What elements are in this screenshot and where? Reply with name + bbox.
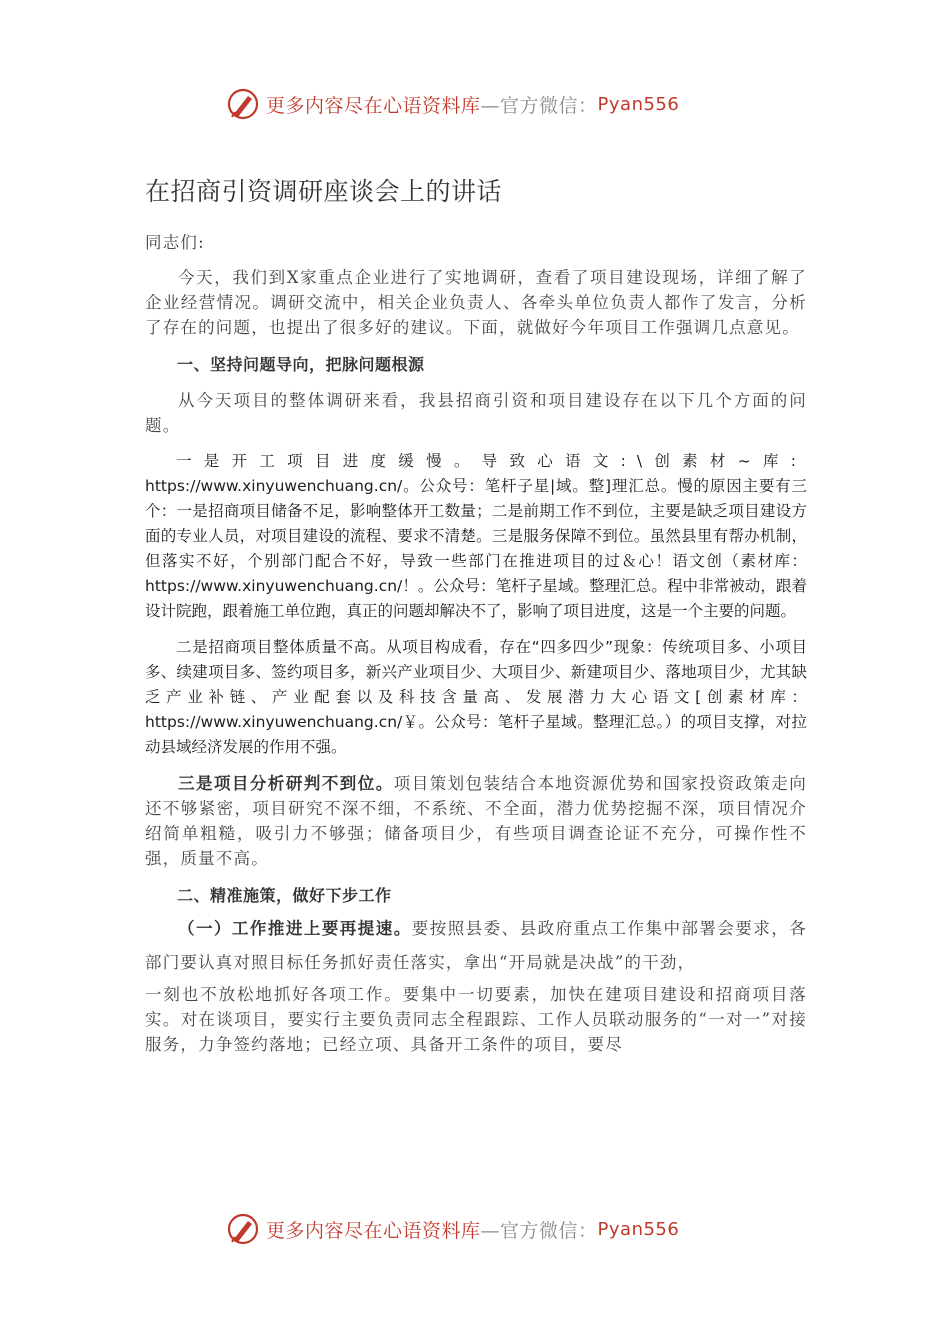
section2-paragraph-1-cont: 一刻也不放松地抓好各项工作。要集中一切要素，加快在建项目建设和招商项目落实。对在谈项目，要实行主要负责同志全程跟踪、工作人员联动服务的“一对一”对接服务，力争签约落地；已经立项、具备开工条件的项目，要尽 (145, 985, 807, 1054)
section1-heading: 一、坚持问题导向，把脉问题根源 (177, 355, 425, 374)
section1-paragraph-2: 二是招商项目整体质量不高。从项目构成看，存在“四多四少”现象：传统项目多、小项目多、续建项目多、签约项目多，新兴产业项目少、大项目少、新建项目少、落地项目少，尤其缺乏产业补链、产业配套以及科技含量高、发展潜力大心语文[创素材库：https://www.xinyuwenchuang.cn/￥。公众号：笔杆子星域。整理汇总。）的项目支撑，对拉动县域经济发展的作用不强。 (145, 638, 807, 756)
section1-paragraph-3 (145, 771, 807, 871)
p1-rest-text: https://www.xinyuwenchuang.cn/。公众号：笔杆子星|域。整]理汇总。慢的原因主要有三个：一是招商项目储备不足，影响整体开工数量；二是前期工作不到位，主要是缺乏项目建设方面的专业人员，对项目建设的流程、要求不清楚。三是服务保障不到位。虽然县里有帮办机制，但落实不好，个别部门配合不好，导致一些部门在推进项目的过＆心！语文创（素材库：https://www.xinyuwenchuang.cn/！。公众号：笔杆子星域。整理汇总。程中非常被动，跟着设计院跑，跟着施工单位跑，真正的问题却解决不了，影响了项目进度，这是一个主要的问题。 (145, 477, 807, 620)
banner-red-text: 更多内容尽在心语资料库 (266, 94, 481, 117)
page-title: 在招商引资调研座谈会上的讲话 (145, 177, 503, 206)
intro-paragraph: 今天，我们到X家重点企业进行了实地调研，查看了项目建设现场，详细了解了企业经营情况。调研交流中，相关企业负责人、各牵头单位负责人都作了发言，分析了存在的问题，也提出了很多好的建议。下面，就做好今年项目工作强调几点意见。 (145, 268, 807, 337)
banner-wechat-id: Pyan556 (597, 93, 680, 115)
section1-lead: 从今天项目的整体调研来看，我县招商引资和项目建设存在以下几个方面的问题。 (145, 391, 807, 435)
section1-paragraph-1 (145, 449, 807, 624)
s2p1-bold-lead: （一）工作推进上要再提速。 (178, 919, 412, 938)
banner-gray-text: —官方微信： (480, 94, 598, 117)
s2p1-rest-text: 要按照县委、县政府重点工作集中部署会要求，各部门要认真对照目标任务抓好责任落实，拿出“开局就是决战”的干劲， (145, 919, 807, 972)
pen-logo-icon (226, 87, 260, 121)
p1-lead-text: 一是开工项目进度缓慢。导致心语文:\创素材~库: (176, 452, 807, 470)
document-body (145, 230, 807, 1057)
section2-heading: 二、精准施策，做好下步工作 (177, 886, 392, 905)
header-banner (226, 86, 679, 122)
footer-gray-text: —官方微信： (480, 1219, 598, 1242)
footer-red-text: 更多内容尽在心语资料库 (266, 1219, 481, 1242)
salutation: 同志们: (145, 233, 205, 252)
footer-wechat-id: Pyan556 (597, 1218, 680, 1240)
section2-paragraph-1 (145, 912, 807, 980)
pen-logo-icon (226, 1212, 260, 1246)
p3-bold-lead: 三是项目分析研判不到位。 (178, 774, 394, 793)
footer-banner (226, 1211, 679, 1247)
p3-rest-text: 项目策划包装结合本地资源优势和国家投资政策走向还不够紧密，项目研究不深不细，不系统、不全面，潜力优势挖掘不深，项目情况介绍简单粗糙，吸引力不够强；储备项目少，有些项目调查论证不充分，可操作性不强，质量不高。 (145, 774, 807, 868)
